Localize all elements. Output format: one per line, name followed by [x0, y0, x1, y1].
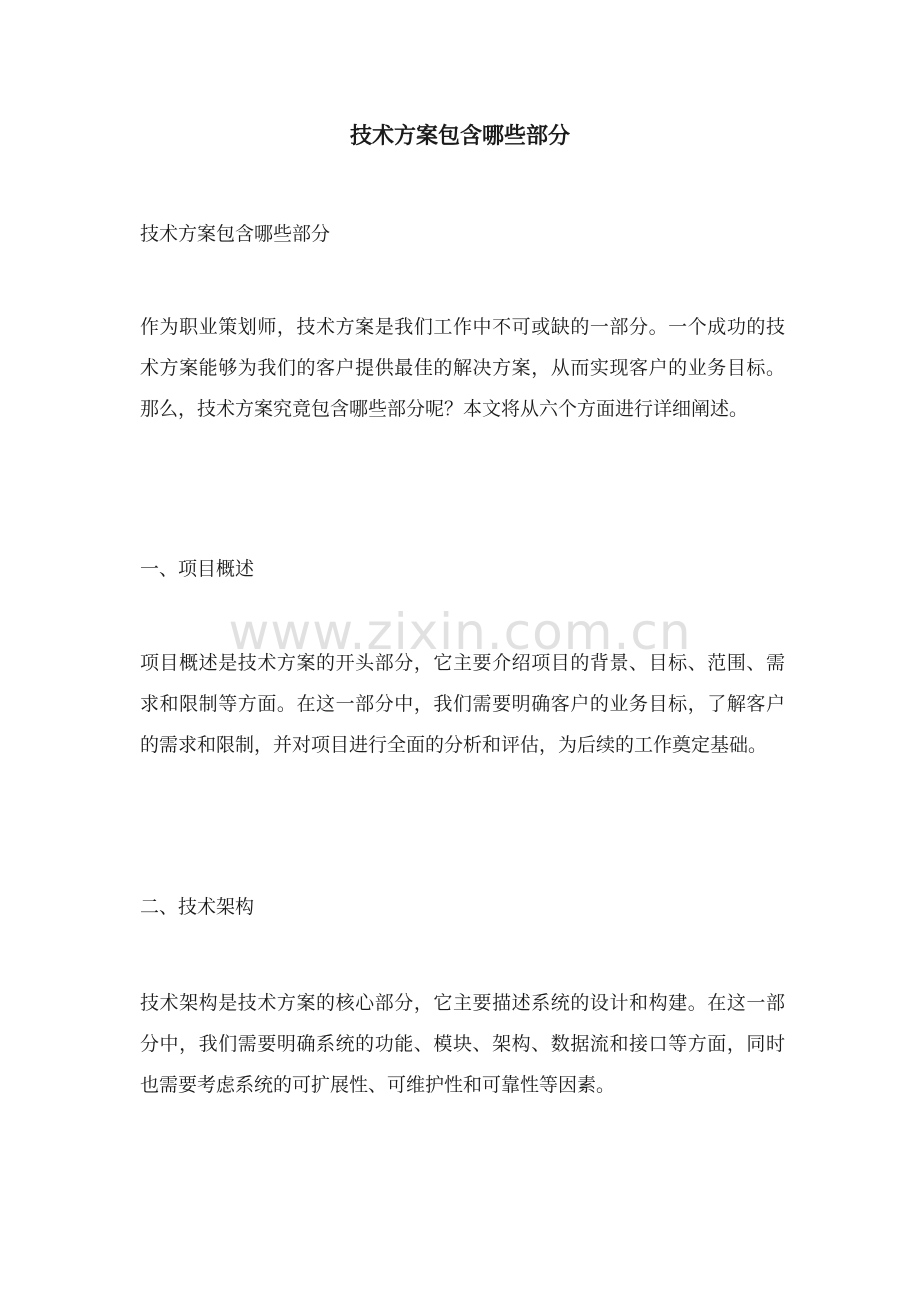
intro-paragraph: 作为职业策划师，技术方案是我们工作中不可或缺的一部分。一个成功的技术方案能够为我们的客户提供最佳的解决方案，从而实现客户的业务目标。那么，技术方案究竟包含哪些部分呢？本文将从六个方面进行详细阐述。 [140, 316, 785, 420]
section-heading-technical-architecture: 二、技术架构 [140, 896, 255, 918]
document-subtitle: 技术方案包含哪些部分 [140, 223, 331, 245]
section-body-technical-architecture: 技术架构是技术方案的核心部分，它主要描述系统的设计和构建。在这一部分中，我们需要明确系统的功能、模块、架构、数据流和接口等方面，同时也需要考虑系统的可扩展性、可维护性和可靠性等因素。 [140, 992, 785, 1096]
section-body-project-overview: 项目概述是技术方案的开头部分，它主要介绍项目的背景、目标、范围、需求和限制等方面。在这一部分中，我们需要明确客户的业务目标，了解客户的需求和限制，并对项目进行全面的分析和评估，为后续的工作奠定基础。 [140, 652, 785, 756]
document-title: 技术方案包含哪些部分 [349, 123, 570, 149]
section-heading-project-overview: 一、项目概述 [140, 558, 255, 580]
watermark: www.zixin.com.cn [228, 603, 692, 661]
